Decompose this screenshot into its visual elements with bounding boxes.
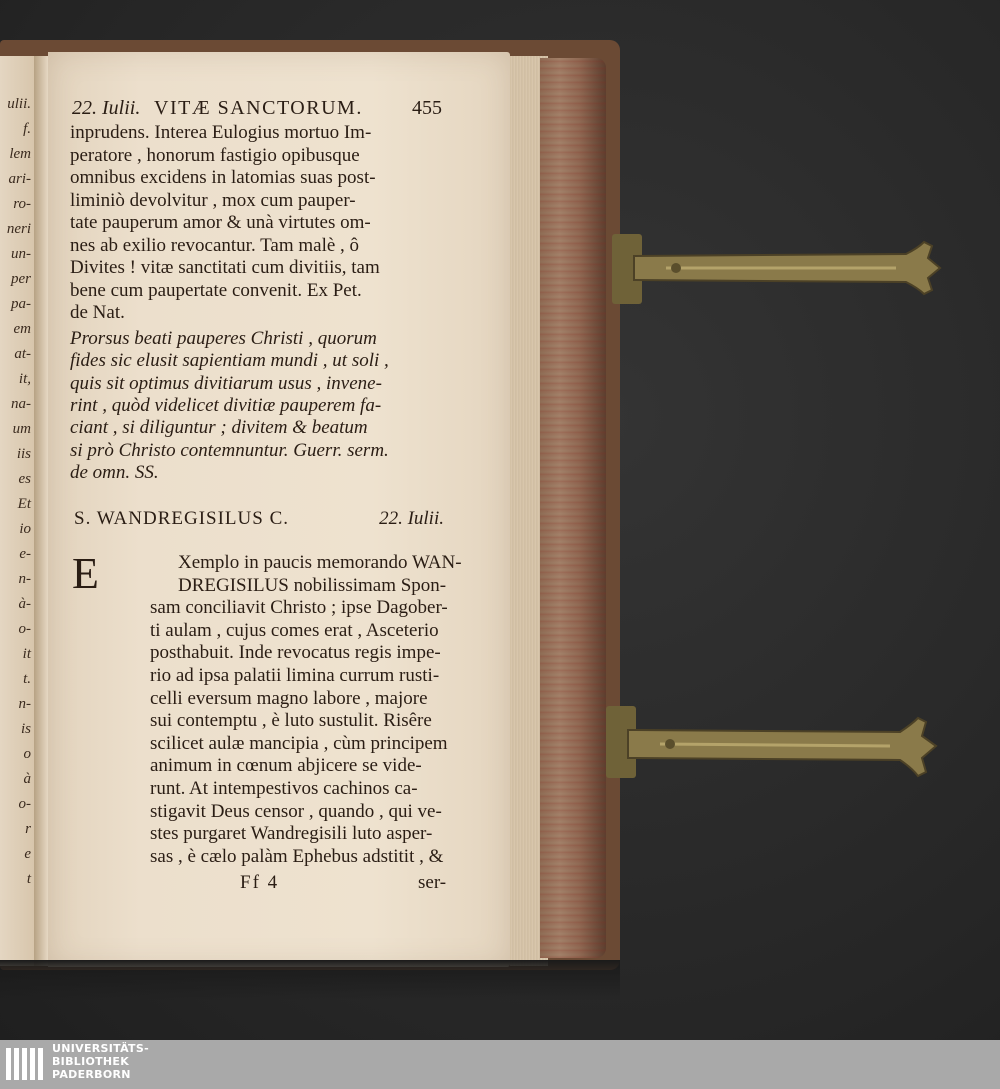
footer-bar bbox=[0, 1040, 1000, 1089]
saint-name: S. WANDREGISILUS C. bbox=[74, 508, 290, 529]
left-page-fragment: n- bbox=[18, 571, 31, 587]
left-page-edge bbox=[0, 56, 36, 966]
section-heading bbox=[74, 508, 444, 534]
left-page-fragment: o- bbox=[18, 796, 31, 812]
left-page-fragment: à bbox=[23, 771, 31, 787]
left-page-fragment: na- bbox=[11, 396, 31, 412]
left-page-fragment: it bbox=[22, 646, 31, 662]
text-line: si prò Christo contemnuntur. Guerr. serm. bbox=[70, 439, 389, 461]
left-page-fragment: à- bbox=[18, 596, 31, 612]
left-page-fragment: un- bbox=[11, 246, 31, 262]
left-page-fragment: o bbox=[23, 746, 31, 762]
institution-line-2: BIBLIOTHEK bbox=[52, 1055, 130, 1068]
text-line: Prorsus beati pauperes Christi , quorum bbox=[70, 328, 377, 349]
left-page-fragment: per bbox=[11, 271, 31, 287]
left-page-fragment: t. bbox=[23, 671, 31, 687]
text-line: sas , è cælo palàm Ephebus adstitit , & bbox=[150, 845, 444, 867]
running-head-date: 22. Iulii. bbox=[72, 97, 141, 119]
text-line: ti aulam , cujus comes erat , Asceterio bbox=[150, 619, 439, 641]
text-line: rio ad ipsa palatii limina currum rusti- bbox=[150, 665, 440, 686]
text-line: bene cum paupertate convenit. Ex Pet. bbox=[70, 279, 362, 301]
left-page-fragment: t bbox=[26, 871, 31, 887]
text-line: Xemplo in paucis memorando WAN- bbox=[178, 552, 462, 573]
shadow bbox=[0, 960, 620, 1000]
left-page-fragment: um bbox=[12, 421, 31, 437]
left-page-fragment: f. bbox=[23, 121, 31, 137]
institution-line-1: UNIVERSITÄTS- bbox=[52, 1042, 149, 1055]
text-line: liminiò devolvitur , mox cum pauper- bbox=[70, 189, 356, 211]
left-page-fragment: at- bbox=[14, 346, 31, 362]
institution-name bbox=[52, 1042, 149, 1081]
text-line: runt. At intempestivos cachinos ca- bbox=[150, 778, 418, 799]
text-line: tate pauperum amor & unà virtutes om- bbox=[70, 212, 371, 233]
text-line: inprudens. Interea Eulogius mortuo Im- bbox=[70, 122, 372, 143]
text-line: Divites ! vitæ sanctitati cum divitiis, tam bbox=[70, 257, 380, 278]
text-line: omnibus excidens in latomias suas post- bbox=[70, 167, 376, 188]
text-line: de omn. SS. bbox=[70, 461, 159, 483]
catchword: ser- bbox=[418, 872, 447, 893]
page-number: 455 bbox=[412, 97, 442, 119]
upper-clasp-icon bbox=[606, 228, 946, 312]
running-head-title: VITÆ SANCTORUM. bbox=[154, 97, 363, 119]
running-head bbox=[72, 97, 442, 123]
signature-mark: Ff 4 bbox=[240, 872, 280, 893]
library-logo-icon bbox=[4, 1044, 48, 1084]
left-page-fragment: ari- bbox=[8, 171, 31, 187]
left-page-fragment: es bbox=[18, 471, 31, 487]
text-line: sui contemptu , è luto sustulit. Risêre bbox=[150, 710, 432, 732]
left-page-fragment: n- bbox=[18, 696, 31, 712]
text-line: scilicet aulæ mancipia , cùm principem bbox=[150, 732, 448, 754]
left-page-fragment: neri bbox=[6, 221, 31, 237]
text-line: stigavit Deus censor , quando , qui ve- bbox=[150, 800, 442, 822]
left-page-fragment: Et bbox=[17, 496, 31, 512]
left-page-fragment: iis bbox=[16, 446, 31, 462]
left-page-fragment: ro- bbox=[13, 196, 31, 212]
left-page-fragment: e bbox=[24, 846, 31, 862]
left-page-fragment: io bbox=[19, 521, 31, 537]
left-page-fragment: lem bbox=[9, 146, 31, 162]
text-line: peratore , honorum fastigio opibusque bbox=[70, 144, 360, 166]
left-page-fragment: ulii. bbox=[7, 96, 31, 112]
text-line: de Nat. bbox=[70, 302, 125, 323]
text-line: rint , quòd videlicet divitiæ pauperem fa- bbox=[70, 394, 382, 416]
text-line: animum in cœnum abjicere se vide- bbox=[150, 755, 422, 777]
text-line: quis sit optimus divitiarum usus , invene- bbox=[70, 372, 382, 394]
text-line: nes ab exilio revocantur. Tam malè , ô bbox=[70, 234, 360, 256]
page-gutter bbox=[34, 56, 48, 966]
text-line: ciant , si diliguntur ; divitem & beatum bbox=[70, 417, 368, 439]
left-page-fragment: is bbox=[20, 721, 31, 737]
fore-edge bbox=[540, 58, 606, 958]
text-line: fides sic elusit sapientiam mundi , ut soli , bbox=[70, 350, 389, 372]
text-line: DREGISILUS nobilissimam Spon- bbox=[178, 574, 447, 596]
text-line: posthabuit. Inde revocatus regis impe- bbox=[150, 642, 441, 664]
left-page-fragment: o- bbox=[18, 621, 31, 637]
institution-line-3: PADERBORN bbox=[52, 1068, 131, 1081]
left-page-fragment: pa- bbox=[11, 296, 31, 312]
lower-clasp-icon bbox=[600, 700, 950, 800]
feast-date: 22. Iulii. bbox=[379, 508, 444, 529]
drop-cap: E bbox=[72, 549, 99, 598]
left-page-fragment: it, bbox=[18, 371, 31, 387]
text-line: celli eversum magno labore , majore bbox=[150, 687, 428, 709]
left-page-fragment: e- bbox=[19, 546, 31, 562]
text-line: stes purgaret Wandregisili luto asper- bbox=[150, 823, 433, 845]
left-page-fragment: em bbox=[13, 321, 31, 337]
left-page-fragment: r bbox=[25, 821, 31, 837]
text-line: sam conciliavit Christo ; ipse Dagober- bbox=[150, 597, 448, 619]
